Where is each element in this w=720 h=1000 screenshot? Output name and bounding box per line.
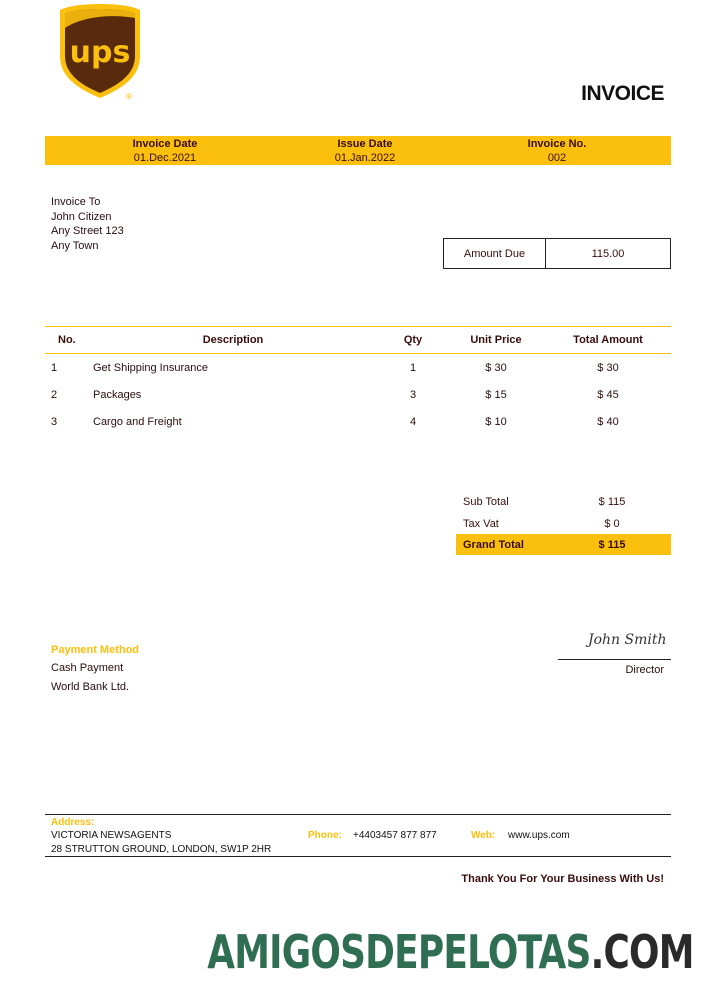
tax-row bbox=[456, 513, 671, 534]
footer-top-rule bbox=[45, 814, 671, 815]
grand-total-label: Grand Total bbox=[463, 538, 524, 551]
sub-total-value: $ 115 bbox=[598, 495, 626, 508]
address-label: Address: bbox=[51, 817, 95, 828]
table-row-description: Get Shipping Insurance bbox=[93, 362, 208, 374]
invoice-meta-bar bbox=[45, 136, 671, 165]
payment-line-1: Cash Payment bbox=[51, 662, 124, 674]
bill-to-heading: Invoice To bbox=[51, 196, 101, 208]
tax-value: $ 0 bbox=[604, 517, 620, 530]
table-row-qty: 3 bbox=[409, 389, 417, 401]
issue-date-label: Issue Date bbox=[337, 138, 393, 150]
grand-total-row bbox=[456, 534, 671, 555]
tax-label: Tax Vat bbox=[463, 517, 499, 530]
col-header-unit-price: Unit Price bbox=[470, 334, 522, 346]
table-row-unit-price: $ 30 bbox=[485, 362, 507, 374]
signature: John Smith bbox=[588, 632, 667, 648]
table-row-qty: 1 bbox=[409, 362, 417, 374]
col-header-description: Description bbox=[202, 334, 264, 346]
sub-total-label: Sub Total bbox=[463, 495, 509, 508]
table-row-no: 2 bbox=[51, 389, 58, 401]
registered-mark: ® bbox=[125, 92, 133, 100]
logo-text: ups bbox=[69, 35, 131, 70]
items-header-rule bbox=[45, 353, 671, 354]
amount-due-value: 115.00 bbox=[591, 247, 625, 260]
payment-line-2: World Bank Ltd. bbox=[51, 681, 130, 693]
table-row-no: 1 bbox=[51, 362, 58, 374]
table-row-description: Packages bbox=[93, 389, 142, 401]
table-row-unit-price: $ 10 bbox=[485, 416, 507, 428]
table-row-total: $ 40 bbox=[597, 416, 619, 428]
grand-total-value: $ 115 bbox=[598, 538, 626, 551]
footer-bottom-rule bbox=[45, 856, 671, 857]
items-table-top-rule bbox=[45, 326, 671, 327]
address-line-1: VICTORIA NEWSAGENTS bbox=[51, 830, 172, 841]
col-header-no: No. bbox=[58, 334, 76, 346]
bill-to-name: John Citizen bbox=[51, 210, 112, 223]
invoice-date-label: Invoice Date bbox=[132, 138, 198, 150]
phone-value: +4403457 877 877 bbox=[353, 830, 437, 841]
invoice-number-label: Invoice No. bbox=[527, 138, 587, 150]
bill-to-street: Any Street 123 bbox=[51, 225, 124, 237]
col-header-qty: Qty bbox=[403, 334, 423, 346]
address-line-2: 28 STRUTTON GROUND, LONDON, SW1P 2HR bbox=[51, 844, 272, 855]
payment-method-title: Payment Method bbox=[51, 644, 140, 656]
col-header-total: Total Amount bbox=[573, 334, 643, 346]
watermark-part-1: AMIGOSDEPELOTAS bbox=[207, 925, 591, 979]
bill-to bbox=[51, 195, 124, 253]
table-row-total: $ 30 bbox=[597, 362, 619, 374]
web-label: Web: bbox=[471, 830, 496, 841]
invoice-date bbox=[61, 137, 269, 165]
signer-role: Director bbox=[625, 664, 664, 676]
table-row-description: Cargo and Freight bbox=[93, 416, 182, 428]
amount-due-box bbox=[443, 238, 671, 269]
amount-due-label: Amount Due bbox=[444, 239, 546, 268]
watermark-part-2: .COM bbox=[590, 925, 694, 979]
watermark bbox=[208, 925, 694, 979]
table-row-total: $ 45 bbox=[597, 389, 619, 401]
thank-you-note: Thank You For Your Business With Us! bbox=[461, 873, 664, 885]
issue-date bbox=[261, 137, 469, 165]
invoice-number bbox=[453, 137, 661, 165]
table-row-unit-price: $ 15 bbox=[485, 389, 507, 401]
sub-total-row bbox=[456, 491, 671, 512]
invoice-title: INVOICE bbox=[581, 82, 664, 105]
ups-logo bbox=[58, 2, 142, 100]
web-link[interactable]: www.ups.com bbox=[508, 830, 570, 841]
signature-line bbox=[558, 659, 671, 660]
table-row-no: 3 bbox=[51, 416, 58, 428]
table-row-qty: 4 bbox=[409, 416, 417, 428]
issue-date-value: 01.Jan.2022 bbox=[334, 152, 396, 164]
phone-label: Phone: bbox=[308, 830, 342, 841]
invoice-date-value: 01.Dec.2021 bbox=[133, 152, 197, 164]
bill-to-town: Any Town bbox=[51, 239, 99, 252]
invoice-number-value: 002 bbox=[547, 152, 567, 164]
